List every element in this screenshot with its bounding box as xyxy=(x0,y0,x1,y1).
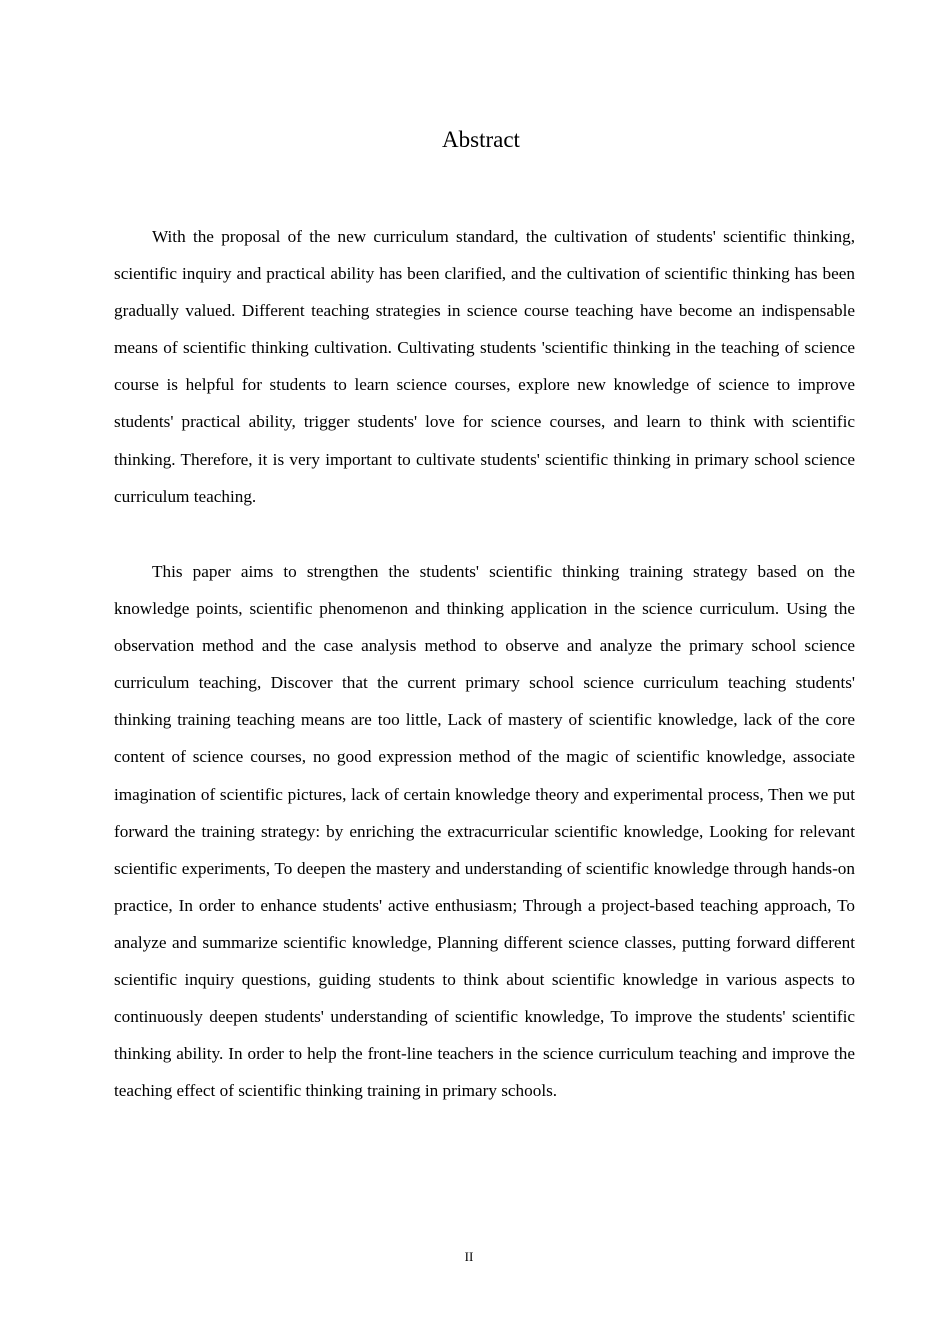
page-number: II xyxy=(464,1249,474,1264)
abstract-paragraph-2: This paper aims to strengthen the students' scientific thinking training strategy based on the knowledge points, scientific phenomenon and thinking application in the science curriculum. Using the observation method and the case analysis method to observe and analyze the primary school science curriculum teaching, Discover that the current primary school science curriculum teaching students' thinking training teaching means are too little, Lack of mastery of scientific knowledge, lack of the core content of science courses, no good expression method of the magic of scientific knowledge, associate imagination of scientific pictures, lack of certain knowledge theory and experimental process, Then we put forward the training strategy: by enriching the extracurricular scientific knowledge, Looking for relevant scientific experiments, To deepen the mastery and understanding of scientific knowledge through hands-on practice, In order to enhance students' active enthusiasm; Through a project-based teaching approach, To analyze and summarize scientific knowledge, Planning different science classes, putting forward different scientific inquiry questions, guiding students to think about scientific knowledge in various aspects to continuously deepen students' understanding of scientific knowledge, To improve the students' scientific thinking ability. In order to help the front-line teachers in the science curriculum teaching and improve the teaching effect of scientific thinking training in primary schools. xyxy=(114,562,855,1101)
abstract-title: Abstract xyxy=(442,127,520,152)
abstract-paragraph-1: With the proposal of the new curriculum standard, the cultivation of students' scientific thinking, scientific inquiry and practical ability has been clarified, and the cultivation of scientific thinking has been gradually valued. Different teaching strategies in science course teaching have become an indispensable means of scientific thinking cultivation. Cultivating students 'scientific thinking in the teaching of science course is helpful for students to learn science courses, explore new knowledge of science to improve students' practical ability, trigger students' love for science courses, and learn to think with scientific thinking. Therefore, it is very important to cultivate students' scientific thinking in primary school science curriculum teaching. xyxy=(114,227,855,506)
